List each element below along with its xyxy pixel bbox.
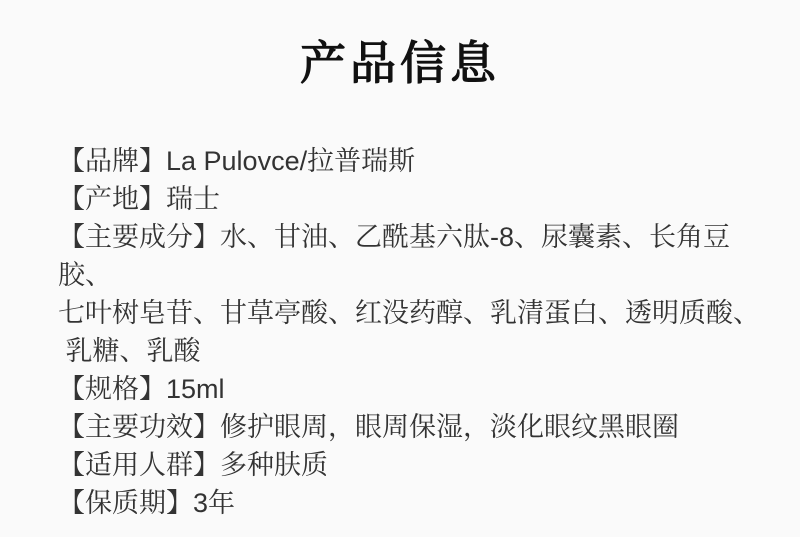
product-info-line: 【保质期】3年 — [58, 488, 236, 518]
product-info-line: 七叶树皂苷、甘草亭酸、红没药醇、乳清蛋白、透明质酸、 — [58, 298, 760, 328]
product-info-line: 【品牌】La Pulovce/拉普瑞斯 — [58, 146, 416, 176]
product-info-line: 【主要功效】修护眼周，眼周保湿，淡化眼纹黑眼圈 — [58, 412, 679, 442]
product-info-line: 【主要成分】水、甘油、乙酰基六肽-8、尿囊素、长角豆胶、 — [58, 222, 731, 290]
product-info-line: 【适用人群】多种肤质 — [58, 450, 328, 480]
product-info-line: 【规格】15ml — [58, 374, 225, 404]
product-info-line: 【产地】瑞士 — [58, 184, 220, 214]
page-title: 产品信息 — [300, 37, 500, 89]
product-info-list — [58, 142, 760, 522]
product-info-line: 乳糖、乳酸 — [58, 336, 201, 366]
